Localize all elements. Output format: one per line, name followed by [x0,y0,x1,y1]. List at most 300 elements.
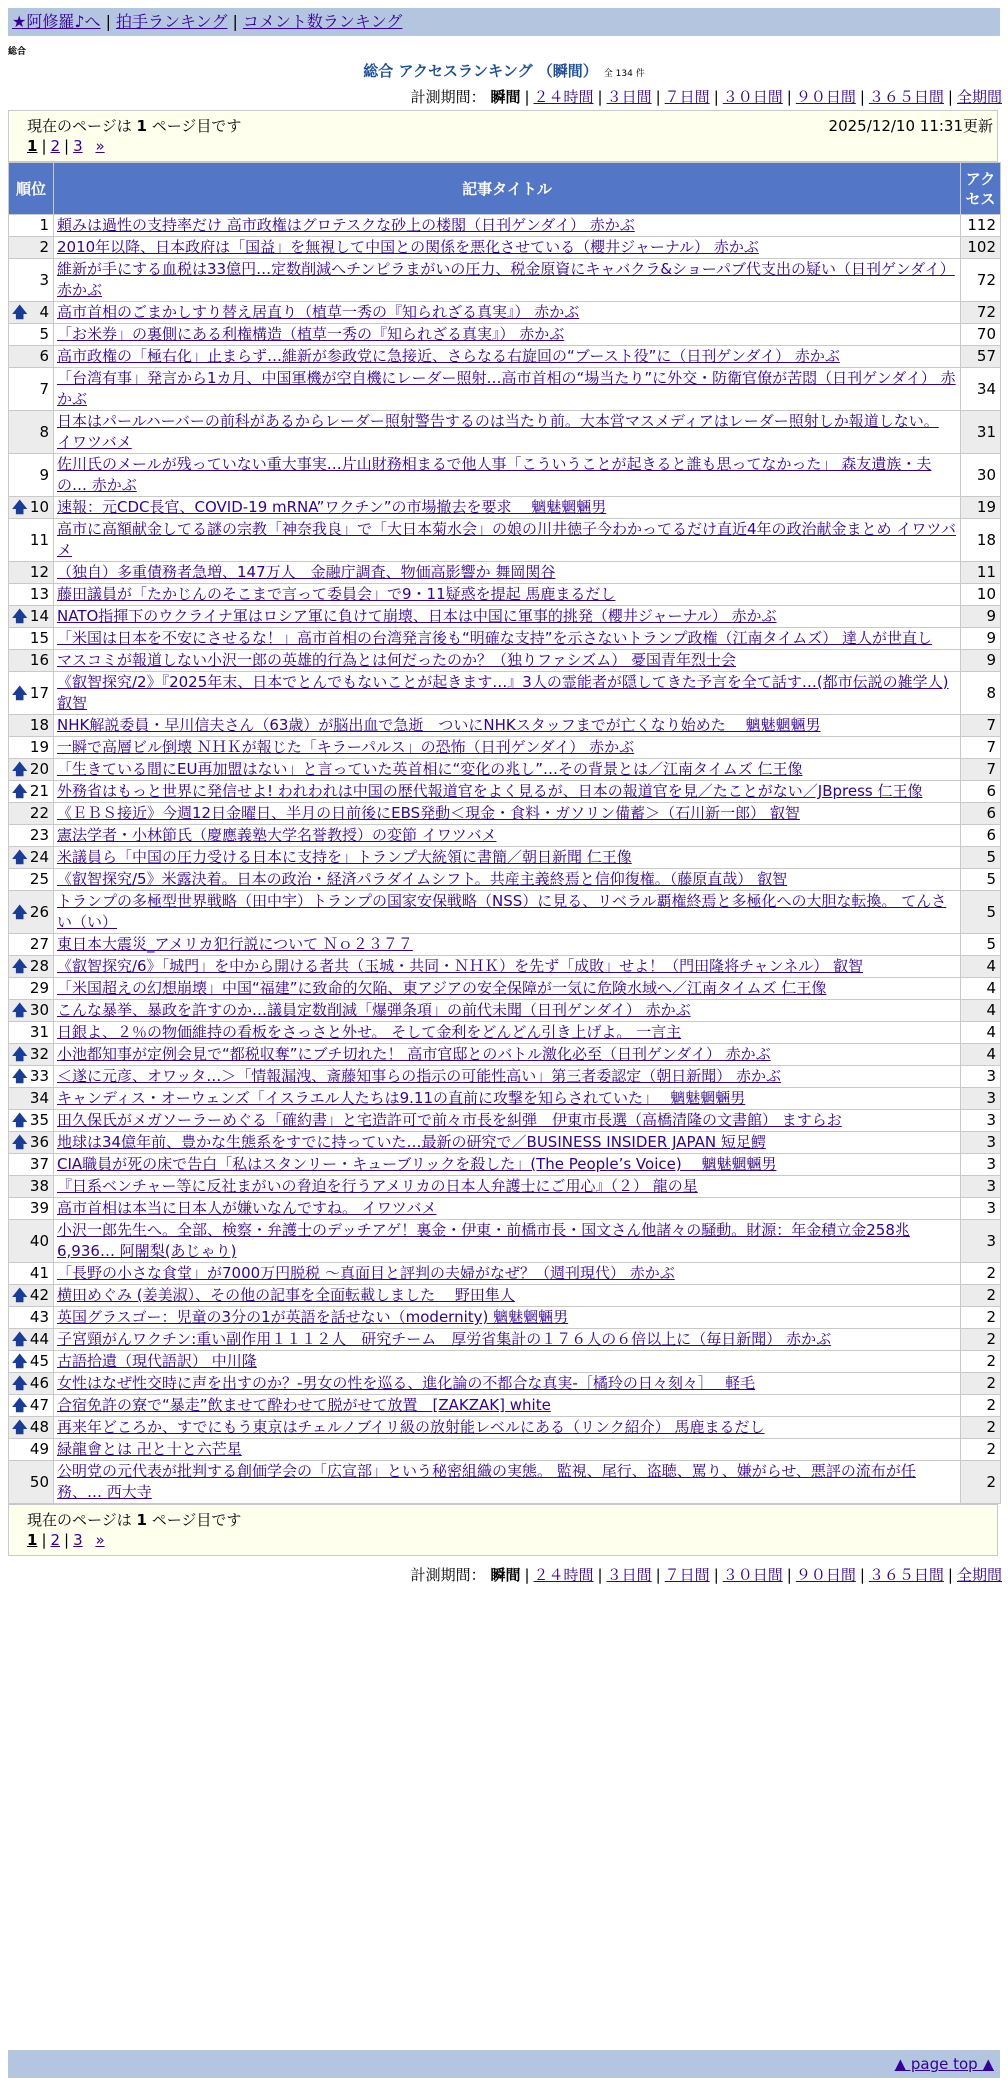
rank-number: 2 [39,238,49,256]
rank-number: 42 [29,1286,49,1304]
period-24h-link[interactable]: ２４時間 [533,1566,594,1584]
page-3-link[interactable]: 3 [73,1531,83,1549]
rank-up-arrow-icon: 🡅 [12,1374,28,1392]
rank-number: 48 [29,1418,49,1436]
title-cell [54,1461,961,1504]
article-title-link[interactable]: 米議員ら「中国の圧力受ける日本に支持を」トランプ大統領に書簡／朝日新聞 仁王像 [57,848,632,866]
page-links [27,137,105,155]
access-count: 2 [961,1439,1001,1461]
article-title-link[interactable]: 「米国超えの幻想崩壊」中国“福建”に致命的欠陥、東アジアの安全保障が一気に危険水域へ／江南タイムズ 仁王像 [57,979,827,997]
period-separator: | [786,1566,792,1584]
page-separator: | [64,1531,70,1549]
article-title-link[interactable]: 古語拾遺（現代語訳） 中川隆 [57,1352,257,1370]
title-cell [54,346,961,368]
rank-cell [9,1154,54,1176]
article-title-link[interactable]: 藤田議員が「たかじんのそこまで言って委員会」で9・11疑惑を提起 馬鹿まるだし [57,585,616,603]
rank-number: 31 [29,1023,49,1041]
article-title-link[interactable]: 高市首相のごまかしすり替え居直り（植草一秀の『知られざる真実』） 赤かぶ [57,303,580,321]
rank-cell [9,519,54,562]
access-count: 8 [961,672,1001,715]
rank-cell [9,237,54,259]
article-title-link[interactable]: 速報：元CDC長官、COVID-19 mRNA”ワクチン”の市場撤去を要求 魑魅魍魎男 [57,498,607,516]
ranking-table-body [9,215,1001,1504]
period-7d-link[interactable]: ７日間 [664,88,710,106]
next-page-link[interactable]: » [95,137,105,155]
table-row [9,1154,1001,1176]
table-row [9,1395,1001,1417]
title-cell [54,1022,961,1044]
rank-cell [9,1088,54,1110]
article-title-link[interactable]: 再来年どころか、すでにもう東京はチェルノブイリ級の放射能レベルにある（リンク紹介） 馬鹿まるだし [57,1418,765,1436]
page-separator: | [41,1531,47,1549]
table-row [9,497,1001,519]
rank-cell [9,1285,54,1307]
rank-cell [9,1329,54,1351]
rank-number: 12 [29,563,49,581]
rank-number: 44 [29,1330,49,1348]
access-count: 2 [961,1461,1001,1504]
article-title-link[interactable]: 横田めぐみ (姜美淑）、その他の記事を全面転載しました 野田隼人 [57,1286,515,1304]
access-count: 2 [961,1395,1001,1417]
rank-number: 41 [29,1264,49,1282]
period-separator: | [713,1566,719,1584]
access-count: 3 [961,1132,1001,1154]
applause-ranking-link[interactable]: 拍手ランキング [115,12,228,31]
period-30d-link[interactable]: ３０日間 [722,1566,783,1584]
access-count: 4 [961,978,1001,1000]
rank-cell [9,1307,54,1329]
access-count: 4 [961,1000,1001,1022]
table-row [9,650,1001,672]
article-title-link[interactable]: （独自）多重債務者急増、147万人 金融庁調査、物価高影響か 舞岡関谷 [57,563,556,581]
rank-cell [9,1263,54,1285]
title-cell [54,368,961,411]
period-nav-bottom [411,1564,1002,1585]
access-count: 2 [961,1285,1001,1307]
rank-up-arrow-icon: 🡅 [12,1396,28,1414]
title-cell [54,891,961,934]
access-count: 2 [961,1307,1001,1329]
title-cell [54,672,961,715]
access-header: アクセス [961,163,1001,215]
page-3-link[interactable]: 3 [73,137,83,155]
rank-cell [9,672,54,715]
article-title-link[interactable]: 田久保氏がメガソーラーめぐる「確約書」と宅造許可で前々市長を糾弾 伊東市長選（高橋清隆の文書館） ますらお [57,1111,842,1129]
access-count: 19 [961,497,1001,519]
rank-number: 6 [39,347,49,365]
period-24h-link[interactable]: ２４時間 [533,88,594,106]
rank-up-arrow-icon: 🡅 [12,760,28,778]
title-cell [54,1417,961,1439]
article-title-link[interactable]: CIA職員が死の床で告白「私はスタンリー・キューブリックを殺した」(The People’s Voice) 魑魅魍魎男 [57,1155,777,1173]
title-cell [54,497,961,519]
rank-up-arrow-icon: 🡅 [12,848,28,866]
rank-up-arrow-icon: 🡅 [12,1045,28,1063]
rank-number: 20 [29,760,49,778]
page-title [0,60,1008,81]
article-title-link[interactable]: 「台湾有事」発言から1カ月、中国軍機が空自機にレーダー照射…高市首相の“場当たり”に外交・防衛官僚が苦悶（日刊ゲンダイ） 赤かぶ [57,369,956,408]
rank-cell [9,781,54,803]
title-cell [54,978,961,1000]
access-count: 2 [961,1263,1001,1285]
rank-cell [9,1022,54,1044]
article-title-link[interactable]: キャンディス・オーウェンズ「イスラエル人たちは9.11の直前に攻撃を知らされていた」 魑魅魍魎男 [57,1089,746,1107]
access-count: 102 [961,237,1001,259]
article-title-link[interactable]: 憲法学者・小林節氏（慶應義塾大学名誉教授）の変節 イワツバメ [57,826,497,844]
page-links-bottom [27,1531,105,1549]
page-text-pre: 現在のページは [27,117,137,135]
rank-number: 10 [29,498,49,516]
period-separator: | [947,88,953,106]
rank-number: 29 [29,979,49,997]
article-title-link[interactable]: 『日系ベンチャー等に反社まがいの脅迫を行うアメリカの日本人弁護士にご用心』（２） 龍の星 [57,1177,698,1195]
rank-number: 33 [29,1067,49,1085]
table-row [9,1220,1001,1263]
rank-number: 15 [29,629,49,647]
article-title-link[interactable]: 英国グラスゴー：児童の3分の1が英語を話せない（modernity) 魑魅魍魎男 [57,1308,569,1326]
period-separator: | [597,1566,603,1584]
rank-cell [9,606,54,628]
table-row [9,1176,1001,1198]
title-cell [54,803,961,825]
title-cell [54,584,961,606]
title-cell [54,1088,961,1110]
rank-cell [9,1351,54,1373]
title-cell [54,1307,961,1329]
article-title-link[interactable]: 「米国は日本を不安にさせるな！」高市首相の台湾発言後も“明確な支持”を示さないトランプ政権（江南タイムズ） 達人が世直し [57,629,933,647]
rank-number: 43 [29,1308,49,1326]
table-row [9,715,1001,737]
access-count: 30 [961,454,1001,497]
table-row [9,672,1001,715]
article-title-link[interactable]: 「長野の小さな食堂」が7000万円脱税 ～真面目と評判の夫婦がなぜ？（週刊現代） 赤かぶ [57,1264,675,1282]
rank-number: 49 [29,1440,49,1458]
rank-number: 9 [39,465,49,484]
title-cell [54,606,961,628]
period-3d-link[interactable]: ３日間 [606,88,652,106]
rank-cell [9,934,54,956]
article-title-link[interactable]: 頼みは過性の支持率だけ 高市政権はグロテスクな砂上の楼閣（日刊ゲンダイ） 赤かぶ [57,216,635,234]
page-text-post: ページ目です [146,1511,242,1529]
period-365d-link[interactable]: ３６５日間 [868,88,944,106]
access-count: 3 [961,1176,1001,1198]
article-title-link[interactable]: 東日本大震災_アメリカ犯行説について Ｎｏ２３７７ [57,935,413,953]
next-page-link[interactable]: » [95,1531,105,1549]
access-count: 9 [961,606,1001,628]
table-row [9,1351,1001,1373]
rank-number: 47 [29,1396,49,1414]
rank-cell [9,1220,54,1263]
table-row [9,781,1001,803]
table-row [9,1110,1001,1132]
rank-number: 40 [29,1231,49,1250]
table-row [9,584,1001,606]
article-title-link[interactable]: 小池都知事が定例会見で“都税収奪”にブチ切れた！ 高市官邸とのバトル激化必至（日刊ゲンダイ） 赤かぶ [57,1045,771,1063]
article-title-link[interactable]: 2010年以降、日本政府は「国益」を無視して中国との関係を悪化させている（櫻井ジャーナル） 赤かぶ [57,238,759,256]
article-title-link[interactable]: 高市首相は本当に日本人が嫌いなんですね。 イワツバメ [57,1199,437,1217]
rank-number: 13 [29,585,49,603]
pagination-box-bottom [8,1504,998,1556]
asyura-home-link[interactable]: ★阿修羅♪へ [12,12,101,31]
rank-up-arrow-icon: 🡅 [12,607,28,625]
rank-number: 1 [39,216,49,234]
page-number: 1 [136,1511,147,1529]
title-cell [54,715,961,737]
page-separator: | [64,137,70,155]
table-row [9,847,1001,869]
nav-separator: | [232,12,238,31]
table-row [9,1022,1001,1044]
access-count: 7 [961,737,1001,759]
table-row [9,1132,1001,1154]
access-count: 10 [961,584,1001,606]
table-row [9,1088,1001,1110]
rank-cell [9,1439,54,1461]
rank-number: 46 [29,1374,49,1392]
access-count: 6 [961,825,1001,847]
period-label: 計測期間： [410,88,486,106]
rank-number: 18 [29,716,49,734]
title-cell [54,1220,961,1263]
period-all-link[interactable]: 全期間 [956,1566,1002,1584]
rank-up-arrow-icon: 🡅 [12,1352,28,1370]
rank-cell [9,803,54,825]
article-title-link[interactable]: 高市に高額献金してる謎の宗教「神奈我良」で「大日本菊水会」の娘の川井徳子今わかってるだけ直近4年の政治献金まとめ イワツバメ [57,520,957,559]
access-count: 2 [961,1351,1001,1373]
table-row [9,606,1001,628]
page-spacer [87,1531,92,1549]
table-row [9,237,1001,259]
access-count: 6 [961,803,1001,825]
table-row [9,562,1001,584]
article-title-link[interactable]: 緑龍會とは 卍と十と六芒星 [57,1440,242,1458]
page-1-current: 1 [27,137,38,155]
title-cell [54,1176,961,1198]
rank-number: 45 [29,1352,49,1370]
access-count: 4 [961,1044,1001,1066]
table-row [9,519,1001,562]
article-title-link[interactable]: 子宮頸がんワクチン:重い副作用１１１２人 研究チーム 厚労省集計の１７６人の６倍以上に（毎日新聞） 赤かぶ [57,1330,832,1348]
page-2-link[interactable]: 2 [50,137,61,155]
article-title-link[interactable]: 外務省はもっと世界に発信せよ! われわれは中国の歴代報道官をよく見るが、日本の報道官を見／たことがない／JBpress 仁王像 [57,782,923,800]
title-cell [54,628,961,650]
article-title-link[interactable]: 佐川氏のメールが残っていない重大事実…片山財務相まるで他人事「こういうことが起きると誰も思ってなかった」 森友遺族・夫の… 赤かぶ [57,455,932,494]
title-cell [54,1154,961,1176]
article-title-link[interactable]: 《叡智探究/2》『2025年末、日本でとんでもないことが起きます…』3人の霊能者が隠してきた予言を全て話す…(都市伝説の雑学人) 叡智 [57,673,949,712]
access-count: 31 [961,411,1001,454]
period-30d-link[interactable]: ３０日間 [722,88,783,106]
title-cell [54,956,961,978]
access-count: 70 [961,324,1001,346]
article-title-link[interactable]: こんな暴挙、暴政を許すのか…議員定数削減「爆弾条項」の前代未聞（日刊ゲンダイ） 赤かぶ [57,1001,691,1019]
rank-cell [9,715,54,737]
access-count: 57 [961,346,1001,368]
table-row [9,259,1001,302]
article-title-link[interactable]: 日本はパールハーバーの前科があるからレーダー照射警告するのは当たり前。大本営マスメディアはレーダー照射しか報道しない。 イワツバメ [57,412,939,451]
table-row [9,1263,1001,1285]
rank-number: 38 [29,1177,49,1195]
rank-cell [9,1044,54,1066]
article-title-link[interactable]: 日銀よ、２％の物価維持の看板をさっさと外せ。 そして金利をどんどん引き上げよ。 一言主 [57,1023,682,1041]
updated-timestamp: 2025/12/10 11:31更新 [828,117,993,135]
table-row [9,368,1001,411]
article-title-link[interactable]: 《叡智探究/6》「城門」を中から開ける者共（玉城・共同・ＮＨＫ）を先ず「成敗」せよ！（門田隆将チャンネル） 叡智 [57,957,863,975]
rank-number: 50 [29,1472,49,1491]
rank-cell [9,1000,54,1022]
access-count: 9 [961,650,1001,672]
period-3d-link[interactable]: ３日間 [606,1566,652,1584]
title-cell [54,562,961,584]
period-all-link[interactable]: 全期間 [956,88,1002,106]
table-row [9,1417,1001,1439]
rank-number: 35 [29,1111,49,1129]
rank-number: 7 [39,379,49,398]
rank-cell [9,584,54,606]
rank-cell [9,497,54,519]
article-title-link[interactable]: 「生きている間にEU再加盟はない」と言っていた英首相に“変化の兆し”…その背景とは／江南タイムズ 仁王像 [57,760,803,778]
rank-number: 28 [29,957,49,975]
access-count: 4 [961,1022,1001,1044]
title-cell [54,1044,961,1066]
rank-cell [9,759,54,781]
table-row [9,803,1001,825]
article-title-link[interactable]: マスコミが報道しない小沢一郎の英雄的行為とは何だったのか？（独りファシズム） 憂国青年烈士会 [57,651,737,669]
access-count: 5 [961,847,1001,869]
rank-cell [9,562,54,584]
table-row [9,1461,1001,1504]
current-page-text [27,115,241,136]
title-cell [54,215,961,237]
period-separator: | [597,88,603,106]
period-separator: | [859,1566,865,1584]
period-7d-link[interactable]: ７日間 [664,1566,710,1584]
rank-number: 22 [29,804,49,822]
table-row [9,1329,1001,1351]
rank-up-arrow-icon: 🡅 [12,1330,28,1348]
article-title-link[interactable]: 《叡智探究/5》米露決着。日本の政治・経済パラダイムシフト。共産主義終焉と信仰復権。（藤原直哉） 叡智 [57,870,788,888]
period-separator: | [859,88,865,106]
period-separator: | [524,88,530,106]
ranking-title: 総合 アクセスランキング （瞬間） [363,62,598,80]
page-2-link[interactable]: 2 [50,1531,61,1549]
rank-number: 39 [29,1199,49,1217]
page-spacer [87,137,92,155]
period-90d-link[interactable]: ９０日間 [795,1566,856,1584]
rank-number: 32 [29,1045,49,1063]
page-text-post: ページ目です [146,117,242,135]
rank-cell [9,411,54,454]
article-title-link[interactable]: 維新が手にする血税は33億円…定数削減へチンピラまがいの圧力、税金原資にキャバクラ&ショーパブ代支出の疑い（日刊ゲンダイ） 赤かぶ [57,260,955,299]
table-row [9,1285,1001,1307]
rank-up-arrow-icon: 🡅 [12,683,28,702]
page-top-link[interactable]: ▲ page top ▲ [894,2055,994,2073]
article-title-link[interactable]: トランプの多極型世界戦略（田中宇）トランプの国家安保戦略（NSS）に見る、リベラル覇権終焉と多極化への大胆な転換。 てんさい（い） [57,892,947,931]
article-title-link[interactable]: NHK解説委員・早川信夫さん（63歳）が脳出血で急逝 ついにNHKスタッフまでが亡くなり始めた 魑魅魍魎男 [57,716,821,734]
rank-up-arrow-icon: 🡅 [12,1418,28,1436]
rank-cell [9,346,54,368]
access-count: 4 [961,956,1001,978]
article-title-link[interactable]: 合宿免許の寮で“暴走”飲ませて酔わせて脱がせて放置 [ZAKZAK] white [57,1396,551,1414]
rank-number: 16 [29,651,49,669]
article-title-link[interactable]: 女性はなぜ性交時に声を出すのか？-男女の性を巡る、進化論の不都合な真実-［橘玲の日々刻々］ 軽毛 [57,1374,756,1392]
article-title-link[interactable]: NATO指揮下のウクライナ軍はロシア軍に負けて崩壊、日本は中国に軍事的挑発（櫻井ジャーナル） 赤かぶ [57,607,777,625]
rank-cell [9,1198,54,1220]
rank-cell [9,825,54,847]
period-nav-top [411,86,1002,107]
rank-cell [9,737,54,759]
period-current: 瞬間 [490,88,521,106]
access-count: 3 [961,1110,1001,1132]
rank-cell [9,956,54,978]
rank-cell [9,847,54,869]
rank-number: 8 [39,422,49,441]
title-cell [54,1132,961,1154]
period-365d-link[interactable]: ３６５日間 [868,1566,944,1584]
table-row [9,1439,1001,1461]
ranking-table [8,162,1001,1504]
access-count: 72 [961,302,1001,324]
rank-up-arrow-icon: 🡅 [12,303,28,321]
rank-cell [9,454,54,497]
title-cell [54,1439,961,1461]
table-row [9,1307,1001,1329]
article-title-link[interactable]: 一瞬で高層ビル倒壊 ＮＨＫが報じた「キラーパルス」の恐怖（日刊ゲンダイ） 赤かぶ [57,738,635,756]
period-separator: | [655,88,661,106]
current-page-text-bottom [27,1509,241,1530]
rank-cell [9,1110,54,1132]
period-separator: | [786,88,792,106]
rank-cell [9,1461,54,1504]
title-cell [54,759,961,781]
access-count: 7 [961,715,1001,737]
table-row [9,302,1001,324]
period-label: 計測期間： [410,1566,486,1584]
article-title-link[interactable]: 高市政権の「極右化」止まらず…維新が参政党に急接近、さらなる右旋回の“ブースト役”に（日刊ゲンダイ） 赤かぶ [57,347,840,365]
rank-cell [9,1176,54,1198]
title-cell [54,1351,961,1373]
article-title-link[interactable]: 地球は34億年前、豊かな生態系をすでに持っていた…最新の研究で／BUSINESS INSIDER JAPAN 短足鰐 [57,1133,766,1151]
article-title-link[interactable]: ＜遂に元彦、オワッタ…＞「情報漏洩、斎藤知事らの指示の可能性高い」第三者委認定（朝日新聞） 赤かぶ [57,1067,782,1085]
rank-number: 3 [39,270,49,289]
rank-number: 17 [29,683,49,702]
access-count: 7 [961,759,1001,781]
article-title-link[interactable]: 公明党の元代表が批判する創価学会の「広宣部」という秘密組織の実態。 監視、尾行、盗聴、罵り、嫌がらせ、悪評の流布が任務、… 西大寺 [57,1462,916,1501]
article-title-link[interactable]: 小沢一郎先生へ。全部、検察・弁護士のデッチアゲ！裏金・伊東・前橋市長・国文さん他諸々の騒動。財源：年金積立金258兆6,936… 阿闍梨(あじゃり) [57,1221,910,1260]
table-row [9,956,1001,978]
article-title-link[interactable]: 「お米券」の裏側にある利権構造（植草一秀の『知られざる真実』） 赤かぶ [57,325,565,343]
rank-number: 30 [29,1001,49,1019]
rank-cell [9,324,54,346]
period-90d-link[interactable]: ９０日間 [795,88,856,106]
comment-ranking-link[interactable]: コメント数ランキング [242,12,403,31]
rank-cell [9,302,54,324]
table-row [9,1000,1001,1022]
nav-separator: | [105,12,111,31]
rank-cell [9,259,54,302]
access-count: 72 [961,259,1001,302]
table-header-row [9,163,1001,215]
rank-number: 23 [29,826,49,844]
title-cell [54,1285,961,1307]
article-title-link[interactable]: 《ＥＢＳ接近》今週12日金曜日、半月の日前後にEBS発動＜現金・食料・ガソリン備蓄＞（石川新一郎） 叡智 [57,804,800,822]
rank-number: 11 [29,530,49,549]
access-count: 5 [961,891,1001,934]
title-cell [54,781,961,803]
rank-number: 37 [29,1155,49,1173]
title-cell [54,1066,961,1088]
period-separator: | [655,1566,661,1584]
rank-cell [9,891,54,934]
